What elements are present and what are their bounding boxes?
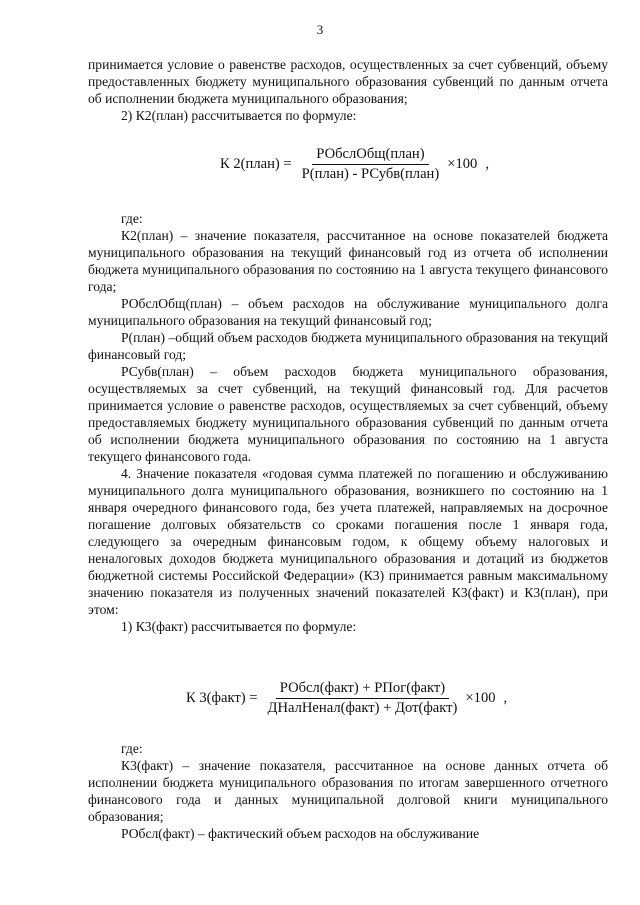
paragraph-where: где: — [121, 741, 143, 756]
formula-k2-plan — [220, 146, 489, 183]
formula-comma: , — [503, 690, 508, 706]
formula-lhs: К 3(факт) = — [186, 690, 258, 706]
paragraph-where: где: — [121, 211, 143, 226]
formula-lhs: К 2(план) = — [220, 156, 292, 172]
formula-fraction — [264, 680, 462, 717]
formula-multiplier: ×100 — [465, 690, 496, 706]
text-block-k3-definitions — [88, 740, 608, 842]
text-block-intro — [88, 56, 608, 124]
formula-denominator: Р(план) - РСубв(план) — [301, 166, 440, 182]
paragraph-k3-fact-intro: 1) К3(факт) рассчитывается по формуле: — [121, 619, 357, 634]
formula-comma: , — [485, 156, 490, 172]
paragraph-robsl-fact-definition: РОбсл(факт) – фактический объем расходов на обслуживание — [121, 826, 480, 841]
paragraph-r-plan-definition: Р(план) –общий объем расходов бюджета муниципального образования на текущий финансовый год; — [88, 330, 608, 362]
formula-k3-fact — [186, 680, 507, 717]
paragraph-rsubv-plan-definition: РСубв(план) – объем расходов бюджета муниципального образования, осуществляемых за счет субвенций, на текущий финансовый год. Для расчетов принимается условие о равенстве расходов, осуществляемых за счет субвенций, объему предоставляемых бюджету муниципального образования субвенций по данным отчета об исполнении бюджета муниципального образования по состоянию на 1 августа текущего финансового года. — [88, 364, 608, 464]
paragraph-k2-plan-definition: К2(план) – значение показателя, рассчитанное на основе показателей бюджета муниципального образования на текущий финансовый год из отчета об исполнении бюджета муниципального образования по состоянию на 1 августа текущего финансового года; — [88, 228, 608, 294]
formula-multiplier: ×100 — [447, 156, 478, 172]
paragraph-item-4: 4. Значение показателя «годовая сумма платежей по погашению и обслуживанию муниципального долга муниципального образования, возникшего по состоянию на 1 января очередного финансового года, без учета платежей, направляемых на досрочное погашение долговых обязательств со сроками погашения после 1 января года, следующего за очередным финансовым годом, к общему объему налоговых и неналоговых доходов бюджета муниципального образования и дотаций из бюджетов бюджетной системы Российской Федерации» (К3) принимается равным максимальному значению показателя из полученных значений показателей К3(факт) и К3(план), при этом: — [88, 466, 608, 617]
formula-fraction — [298, 146, 444, 183]
formula-numerator: РОбсл(факт) + РПог(факт) — [276, 680, 449, 699]
paragraph-robslobsch-definition: РОбслОбщ(план) – объем расходов на обслуживание муниципального долга муниципального образования на текущий финансовый год; — [88, 296, 608, 328]
paragraph-k3-fact-definition: К3(факт) – значение показателя, рассчитанное на основе данных отчета об исполнении бюджета муниципального образования по итогам завершенного отчетного финансового года и данных муниципальной долговой книги муниципального образования; — [88, 758, 608, 824]
formula-denominator: ДНалНенал(факт) + Дот(факт) — [267, 700, 458, 716]
formula-numerator: РОбслОбщ(план) — [312, 146, 428, 165]
text-block-definitions — [88, 210, 608, 635]
page-number: 3 — [316, 22, 324, 37]
paragraph-subsidy-condition: принимается условие о равенстве расходов, осуществленных за счет субвенций, объему предоставленных бюджету муниципального образования субвенций по данным отчета об исполнении бюджета муниципального образования; — [88, 57, 608, 106]
paragraph-k2-plan-intro: 2) К2(план) рассчитывается по формуле: — [121, 108, 357, 123]
